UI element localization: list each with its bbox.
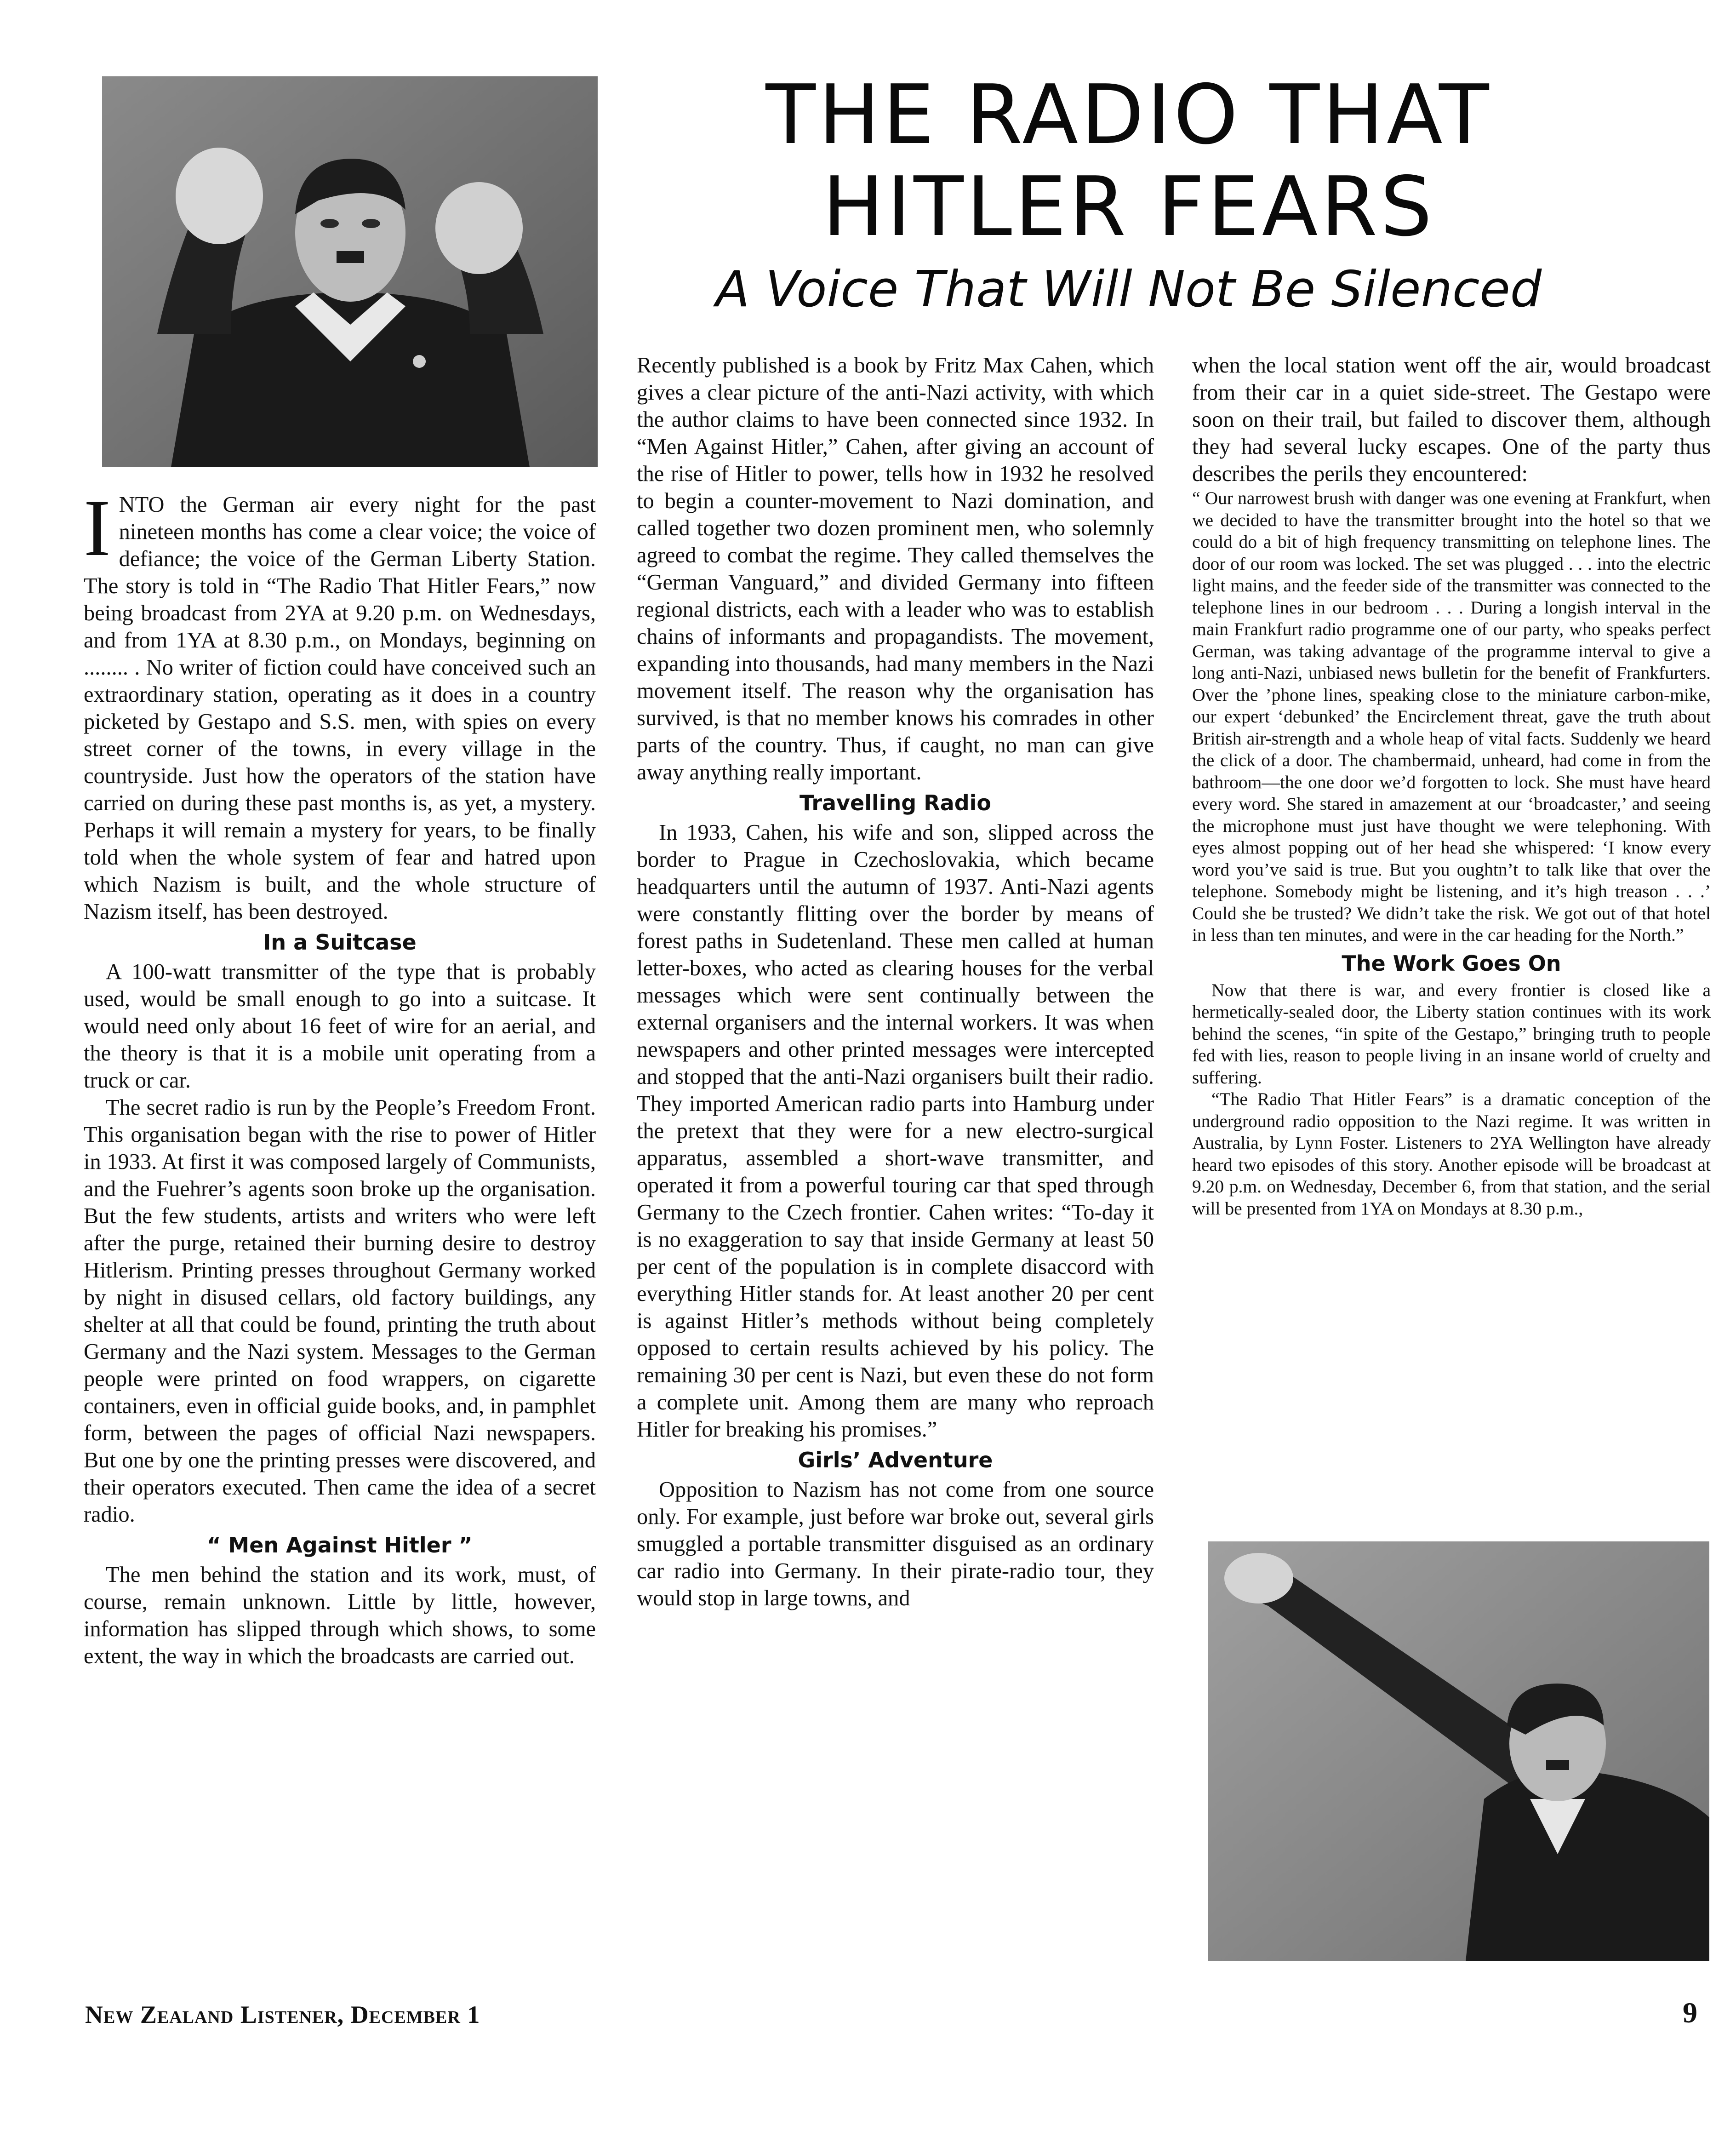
subheading-men-against-hitler: “ Men Against Hitler ” [207, 1533, 473, 1558]
paragraph-travelling-radio: In 1933, Cahen, his wife and son, slipped across the border to Prague in Czechoslovakia, which became headquarters until the autumn of 1937. Anti-Nazi agents were constantly flitting over the border by means of forest paths in Sudetenland. These men called at human letter-boxes, who acted as clearing houses for the verbal messages which were sent continually between the external organisers and the internal workers. It was when newspapers and other printed messages were intercepted and stopped that the anti-Nazi organisers built their radio. They imported American radio parts into Hamburg under the pretext that they were for a new electro-surgical apparatus, assembled a short-wave transmitter, and operated it from a powerful touring car that sped through Germany to the Czech frontier. Cahen writes: “To-day it is no exaggeration to say that inside Germany at least 50 per cent of the population is in complete disaccord with everything Hitler stands for. At least another 20 per cent is against Hitler’s methods without being completely opposed to certain results achieved by his policy. The remaining 30 per cent is Nazi, but even these do not form a complete unit. Among them are many who reproach Hitler for breaking his promises.” [637, 820, 1154, 1442]
paragraph-suitcase: A 100-watt transmitter of the type that is probably used, would be small enough to go into a suitcase. It would need only about 16 feet of wire for an aerial, and the theory is that it is a mobile unit operating from a truck or car. [84, 960, 596, 1093]
subheading-girls-adventure: Girls’ Adventure [798, 1448, 993, 1472]
subheading-in-a-suitcase: In a Suitcase [263, 930, 417, 955]
page-number: 9 [1683, 1996, 1697, 2029]
paragraph-serial-info: “The Radio That Hitler Fears” is a dramatic conception of the underground radio opposition to the Nazi regime. It was written in Australia, by Lynn Foster. Listeners to 2YA Wellington have already heard two episodes of this story. Another episode will be broadcast at 9.20 p.m. on Wednesday, December 6, from that station, and the serial will be presented from 1YA on Mondays at 8.30 p.m., [1192, 1089, 1711, 1219]
closing-block [1192, 979, 1711, 1220]
photo-hitler-raised-fists [102, 76, 598, 467]
quote-block [1192, 487, 1711, 946]
headline-subtitle: A Voice That Will Not Be Silenced [715, 261, 1542, 318]
headline-line-2: HITLER FEARS [822, 159, 1435, 254]
headline [639, 69, 1618, 253]
subheading-travelling-radio: Travelling Radio [799, 790, 991, 815]
paragraph-war-frontier: Now that there is war, and every frontier is closed like a hermetically-sealed door, the Liberty station continues with its work behind the scenes, “in spite of the Gestapo,” bringing truth to people fed with lies, reason to people living in an insane world of cruelty and suffering. [1192, 979, 1711, 1088]
photo-hitler-raised-fists-image [102, 76, 598, 467]
column-left [84, 483, 596, 1670]
paragraph-cahen-book: Recently published is a book by Fritz Max Cahen, which gives a clear picture of the anti-Nazi activity, with which the author claims to have been connected since 1932. In “Men Against Hitler,” Cahen, after giving an account of the rise of Hitler to power, tells how in 1932 he resolved to begin a counter-movement to Nazi domination, and called together two dozen prominent men, who solemnly agreed to combat the regime. They called themselves the “German Vanguard,” and divided Germany into fifteen regional districts, each with a leader who was to establish chains of informants and propagandists. The movement, expanding into thousands, had many members in the Nazi movement itself. The reason why the organisation has survived, is that no member knows his comrades in other parts of the country. Thus, if caught, no man can give away anything really important. [637, 353, 1154, 785]
quote-frankfurt: “ Our narrowest brush with danger was one evening at Frankfurt, when we decided to have the transmitter brought into the hotel so that we could do a bit of high frequency transmitting on telephone lines. The door of our room was locked. The set was plugged . . . into the electric light mains, and the feeder side of the transmitter was connected to the telephone lines in our bedroom . . . During a longish interval in the main Frankfurt radio programme one of our party, who speaks perfect German, was taking advantage of the programme interval to give a long anti-Nazi, unbiased news bulletin for the benefit of Frankfurters. Over the ’phone lines, speaking close to the miniature carbon-mike, our expert ‘debunked’ the Encirclement threat, gave the truth about British air-strength and a whole heap of vital facts. Suddenly we heard the click of a door. The chambermaid, unheard, had come in from the bathroom—the one door we’d forgotten to lock. She must have heard every word. She stared in amazement at our ‘broadcaster,’ and seeing the microphone must just have thought we were telephoning. With eyes almost popping out of her head she whispered: ‘I know every word you’ve said is true. But you oughtn’t to talk like that over the telephone. Somebody might be listening, and it’s high treason . . .’ Could she be trusted? We didn’t take the risk. We got out of that hotel in less than ten minutes, and were in the car heading for the North.” [1192, 488, 1711, 945]
paragraph-men-behind-station: The men behind the station and its work, must, of course, remain unknown. Little by little, however, information has slipped through which shows, to some extent, the way in which the broadcasts are carried out. [84, 1563, 596, 1668]
column-middle [637, 352, 1154, 1612]
footer-publication: New Zealand Listener, December 1 [85, 2001, 480, 2028]
paragraph-side-street: when the local station went off the air, would broadcast from their car in a quiet side-street. The Gestapo were soon on their trail, but failed to discover them, although they had several lucky escapes. One of the party thus describes the perils they encountered: [1192, 353, 1711, 486]
intro-paragraph [84, 483, 596, 925]
subheading-work-goes-on: The Work Goes On [1342, 951, 1561, 976]
column-right [1192, 352, 1711, 1220]
headline-line-1: THE RADIO THAT [765, 67, 1492, 162]
intro-paragraph-text: NTO the German air every night for the past nineteen months has come a clear voice; the voice of defiance; the voice of the German Liberty Station. The story is told in “The Radio That Hitler Fears,” now being broadcast from 2YA at 9.20 p.m. on Wednesdays, and from 1YA at 8.30 p.m., on Mondays, beginning on ........ . No writer of fiction could have conceived such an extraordinary station, operating as it does in a country picketed by Gestapo and S.S. men, with spies on every street corner of the towns, in every village in the countryside. Just how the operators of the station have carried on during these past months is, as yet, a mystery. Perhaps it will remain a mystery for years, to be finally told when the whole system of fear and hatred upon which Nazism is built, and the whole structure of Nazism itself, has been destroyed. [84, 492, 596, 924]
dropcap: I [84, 483, 111, 573]
photo-hitler-salute-image [1208, 1541, 1709, 1961]
photo-hitler-salute [1208, 1541, 1709, 1961]
paragraph-freedom-front: The secret radio is run by the People’s Freedom Front. This organisation began with the rise to power of Hitler in 1933. At first it was composed largely of Communists, and the Fuehrer’s agents soon broke up the organisation. But the few students, artists and writers who were left after the purge, retained their burning desire to destroy Hitlerism. Printing presses throughout Germany worked by night in disused cellars, old factory buildings, any shelter at all that could be found, printing the truth about Germany and the Nazi system. Messages to the German people were printed on food wrappers, on cigarette containers, even in official guide books, and, in pamphlet form, between the pages of official Nazi newspapers. But one by one the printing presses were discovered, and their operators executed. Then came the idea of a secret radio. [84, 1095, 596, 1527]
paragraph-girls-adventure: Opposition to Nazism has not come from one source only. For example, just before war broke out, several girls smuggled a portable transmitter disguised as an ordinary car radio into Germany. In their pirate-radio tour, they would stop in large towns, and [637, 1477, 1154, 1610]
